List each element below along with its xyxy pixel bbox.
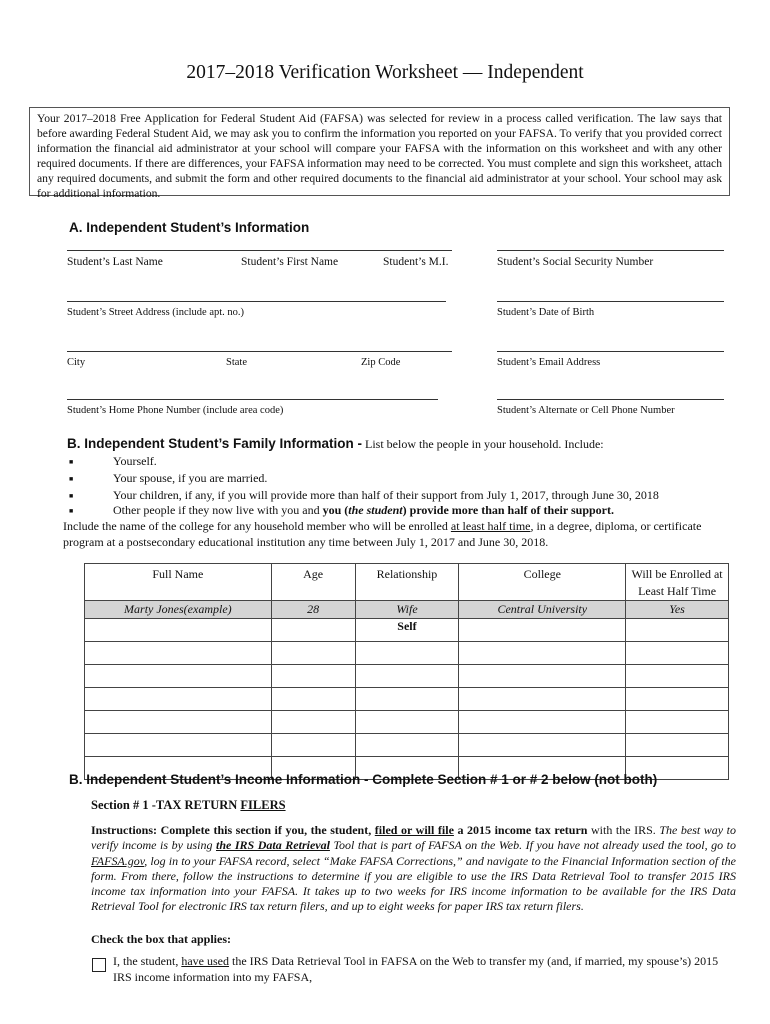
bullet-item: Yourself. <box>113 454 157 468</box>
cell-input[interactable] <box>271 665 355 688</box>
cell-phone-line[interactable] <box>497 399 724 400</box>
cell-input[interactable] <box>626 688 729 711</box>
ssn-label: Student’s Social Security Number <box>497 256 654 268</box>
cell-input[interactable] <box>85 711 272 734</box>
cell-input[interactable] <box>626 619 729 642</box>
option1-text: I, the student, have used the IRS Data Retrieval Tool in FAFSA on the Web to transfer my (and, if married, my spouse’s) 2015 IRS income information into my FAFSA, <box>113 954 719 984</box>
cell-input[interactable] <box>626 665 729 688</box>
bullet-icon: ■ <box>69 507 74 515</box>
cell-input[interactable] <box>85 619 272 642</box>
check-label: Check the box that applies: <box>91 932 232 946</box>
cell-phone-label: Student’s Alternate or Cell Phone Number <box>497 405 675 416</box>
cell-input[interactable] <box>626 734 729 757</box>
instructions-text: Instructions: Complete this section if you, the student, filed or will file a 2015 income tax return with the IRS. The best way to verify income is by using the IRS Data Retrieval Tool that is part of FAFSA on the Web. If you have not already used the tool, go to FAFSA.gov, log in to your FAFSA record, select “Make FAFSA Corrections,” and navigate to the Financial Information section of the form. From there, follow the instructions to determine if you are eligible to use the IRS Data Retrieval Tool to transfer 2015 IRS income tax information into your FAFSA. It takes up to two weeks for IRS income information to be available for the IRS Data Retrieval Tool for electronic IRS tax return filers, and up to eight weeks for paper IRS tax return filers. <box>91 823 737 914</box>
household-table <box>84 563 729 780</box>
cell-input[interactable] <box>459 688 626 711</box>
cell-input[interactable] <box>459 665 626 688</box>
cell-input[interactable] <box>626 711 729 734</box>
cell-input[interactable] <box>271 642 355 665</box>
bullet-icon: ■ <box>69 475 74 483</box>
header-age: Age <box>271 564 355 601</box>
ssn-line[interactable] <box>497 250 724 251</box>
table-row <box>85 688 729 711</box>
last-name-label: Student’s Last Name <box>67 256 163 268</box>
table-row <box>85 665 729 688</box>
example-name: Marty Jones(example) <box>85 601 272 619</box>
email-line[interactable] <box>497 351 724 352</box>
section-b-family-heading: B. Independent Student’s Family Information - List below the people in your household. Include: <box>67 436 604 451</box>
table-row <box>85 734 729 757</box>
cell-input[interactable] <box>459 642 626 665</box>
example-age: 28 <box>271 601 355 619</box>
cell-input[interactable] <box>85 688 272 711</box>
page-title: 2017–2018 Verification Worksheet — Independent <box>186 62 584 83</box>
name-line[interactable] <box>67 250 452 251</box>
cell-input[interactable] <box>355 688 459 711</box>
email-label: Student’s Email Address <box>497 357 601 368</box>
cell-input[interactable] <box>355 734 459 757</box>
city-state-zip-line[interactable] <box>67 351 452 352</box>
header-enrolled: Will be Enrolled at Least Half Time <box>626 564 729 601</box>
bullet-icon: ■ <box>69 458 74 466</box>
bullet-item: Other people if they now live with you and you (the student) provide more than half of their support. <box>113 503 614 517</box>
street-line[interactable] <box>67 301 446 302</box>
bullet-icon: ■ <box>69 492 74 500</box>
header-full-name: Full Name <box>85 564 272 601</box>
dob-label: Student’s Date of Birth <box>497 307 595 318</box>
cell-input[interactable] <box>459 734 626 757</box>
example-relationship: Wife <box>355 601 459 619</box>
city-label: City <box>67 357 86 368</box>
table-row <box>85 711 729 734</box>
example-enrolled: Yes <box>626 601 729 619</box>
cell-input[interactable] <box>459 711 626 734</box>
zip-label: Zip Code <box>361 357 401 368</box>
intro-text: Your 2017–2018 Free Application for Federal Student Aid (FAFSA) was selected for review in a process called verification. The law says that before awarding Federal Student Aid, we may ask you to confirm the information you reported on your FAFSA. To verify that you provided correct information the financial aid administrator at your school will compare your FAFSA with the information on this worksheet and with any other required documents. If there are differences, your FAFSA information may need to be corrected. You must complete and sign this worksheet, attach any required documents, and submit the form and other required documents to the financial aid administrator at your school. Your school may ask for additional information. <box>29 107 730 196</box>
cell-input[interactable] <box>271 734 355 757</box>
cell-input[interactable] <box>85 665 272 688</box>
mi-label: Student’s M.I. <box>383 256 449 268</box>
cell-input[interactable] <box>271 711 355 734</box>
section-b-income-heading: B. Independent Student’s Income Information - Complete Section # 1 or # 2 below (not both) <box>69 772 658 787</box>
include-note: Include the name of the college for any household member who will be enrolled at least half time, in a degree, diploma, or certificate program at a postsecondary educational institution any time between July 1, 2017 and June 30, 2018. <box>63 519 702 549</box>
example-row <box>85 601 729 619</box>
bullet-item: Your spouse, if you are married. <box>113 471 268 485</box>
home-phone-line[interactable] <box>67 399 438 400</box>
header-college: College <box>459 564 626 601</box>
home-phone-label: Student’s Home Phone Number (include area code) <box>67 405 284 416</box>
cell-input[interactable] <box>271 619 355 642</box>
cell-input[interactable] <box>626 642 729 665</box>
header-relationship: Relationship <box>355 564 459 601</box>
bullet-item: Your children, if any, if you will provide more than half of their support from July 1, 2017, through June 30, 2018 <box>113 488 659 502</box>
cell-input[interactable] <box>459 619 626 642</box>
option1-checkbox[interactable] <box>92 958 106 972</box>
cell-input[interactable] <box>355 665 459 688</box>
table-header-row <box>85 564 729 601</box>
dob-line[interactable] <box>497 301 724 302</box>
cell-input[interactable] <box>355 711 459 734</box>
first-name-label: Student’s First Name <box>241 256 339 268</box>
section-a-heading: A. Independent Student’s Information <box>69 220 310 235</box>
example-college: Central University <box>459 601 626 619</box>
table-row <box>85 619 729 642</box>
cell-input[interactable] <box>85 642 272 665</box>
cell-input[interactable] <box>355 642 459 665</box>
street-label: Student’s Street Address (include apt. no.) <box>67 307 245 318</box>
cell-input[interactable] <box>85 734 272 757</box>
self-label: Self <box>355 619 459 642</box>
state-label: State <box>226 357 247 368</box>
cell-input[interactable] <box>271 688 355 711</box>
section-1-heading: Section # 1 -TAX RETURN FILERS <box>91 798 286 812</box>
table-row <box>85 642 729 665</box>
